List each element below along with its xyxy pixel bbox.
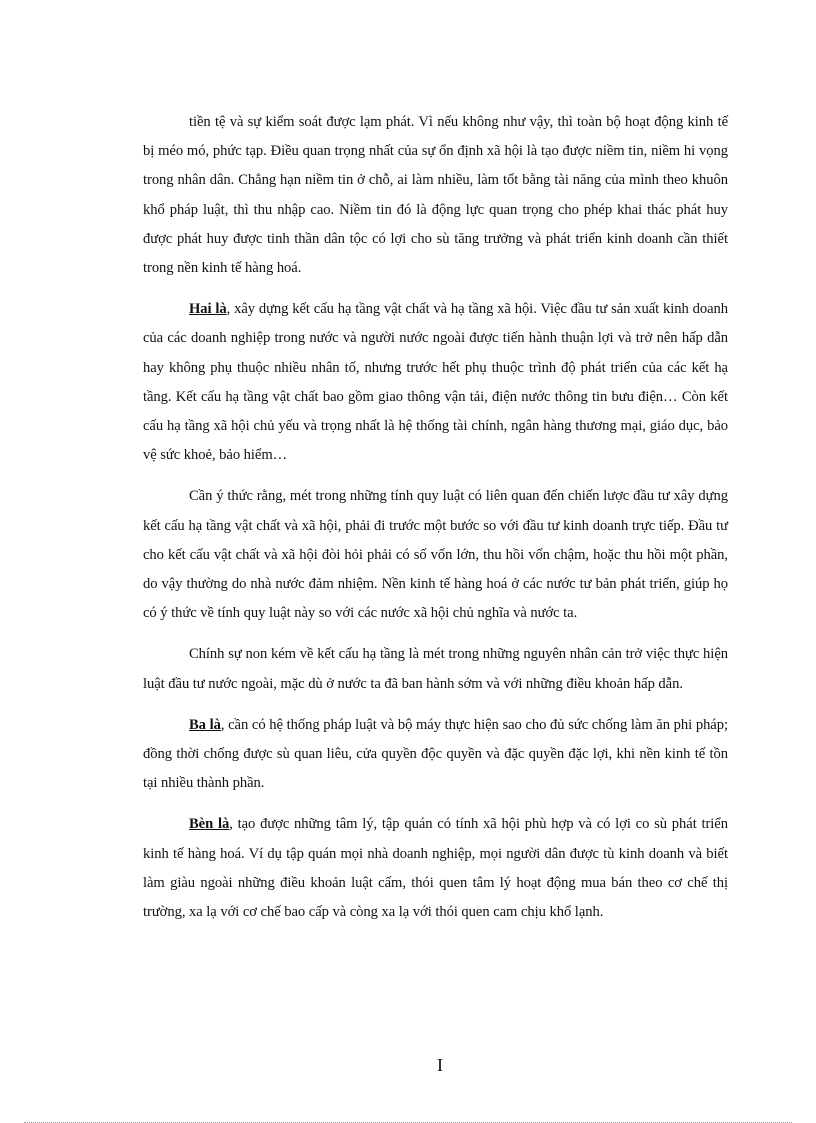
paragraph-text: , tạo được những tâm lý, tập quán có tính xã hội phù hợp và có lợi co sù phát triển kinh tế hàng hoá. Ví dụ tập quán mọi nhà doanh nghiệp, mọi người dân được tù kinh doanh và biết làm giàu ngoài những điều khoản luật cấm, thói quen tâm lý hoạt động mua bán theo cơ chế thị trường, xa lạ với cơ chế bao cấp và còng xa lạ với thói quen cam chịu khổ lạnh. (143, 816, 728, 921)
point-heading-third: Ba là (189, 716, 221, 733)
document-body (143, 108, 728, 927)
paragraph-second-point (143, 295, 728, 470)
paragraph-text: Chính sự non kém về kết cấu hạ tầng là mét trong những nguyên nhân cản trở việc thực hiện luật đầu tư nước ngoài, mặc dù ở nước ta đã ban hành sớm và với những điều khoản hấp dẫn. (143, 646, 728, 692)
point-heading-second: Hai là (189, 301, 227, 318)
paragraph-infrastructure-rule (143, 482, 728, 628)
paragraph-text: , cần có hệ thống pháp luật và bộ máy thực hiện sao cho đủ sức chống làm ăn phi pháp; đồng thời chống được sù quan liêu, cửa quyền độc quyền và đặc quyền đặc lợi, khi nền kinh tế tồn tại nhiều thành phần. (143, 716, 728, 792)
paragraph-fourth-point (143, 810, 728, 927)
point-heading-fourth: Bèn là (189, 816, 230, 833)
paragraph-text: tiền tệ và sự kiểm soát được lạm phát. Vì nếu không như vậy, thì toàn bộ hoạt động kinh tế bị méo mó, phức tạp. Điều quan trọng nhất của sự ổn định xã hội là tạo được niềm tin, niềm hi vọng trong nhân dân. Chẳng hạn niềm tin ở chỗ, ai làm nhiều, làm tốt bằng tài năng của mình theo khuôn khổ pháp luật, thì thu nhập cao. Niềm tin đó là động lực quan trọng cho phép khai thác phát huy được phát huy được tinh thần dân tộc có lợi cho sù tăng trưởng và phát triển kinh doanh cần thiết trong nền kinh tế hàng hoá. (143, 114, 728, 277)
paragraph-stability (143, 108, 728, 283)
paragraph-text: Cần ý thức rằng, mét trong những tính quy luật có liên quan đến chiến lược đầu tư xây dựng kết cấu hạ tầng vật chất và xã hội, phải đi trước một bước so với đầu tư kinh doanh trực tiếp. Đầu tư cho kết cấu vật chất và xã hội đòi hỏi phải có số vốn lớn, thu hồi vốn chậm, hoặc thu hồi một phần, do vậy thường do nhà nước đảm nhiệm. Nền kinh tế hàng hoá ở các nước tư bản phát triển, giúp họ có ý thức về tính quy luật này so với các nước xã hội chủ nghĩa và nước ta. (143, 488, 728, 622)
paragraph-infrastructure-weakness (143, 640, 728, 698)
paragraph-third-point (143, 711, 728, 799)
paragraph-text: , xây dựng kết cấu hạ tầng vật chất và hạ tầng xã hội. Việc đầu tư sản xuất kinh doanh của các doanh nghiệp trong nước và người nước ngoài được tiến hành thuận lợi và trở nên hấp dẫn hay không phụ thuộc nhiều nhân tố, nhưng trước hết phụ thuộc trình độ phát triển của các kết hạ tầng. Kết cấu hạ tầng vật chất bao gồm giao thông vận tải, điện nước thông tin bưu điện… Còn kết cấu hạ tầng xã hội chủ yếu và trọng nhất là hệ thống tài chính, ngân hàng thương mại, giáo dục, bảo vệ sức khoẻ, bảo hiểm… (143, 301, 728, 464)
page-number: I (437, 1055, 443, 1075)
